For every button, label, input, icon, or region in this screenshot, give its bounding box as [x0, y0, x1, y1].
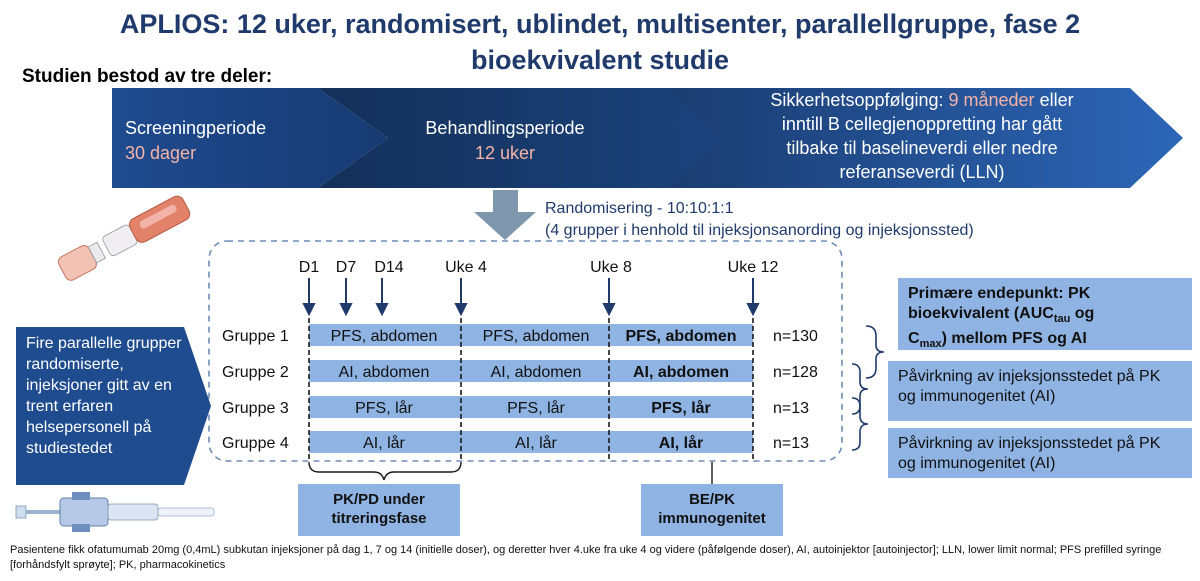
- timepoint-uke12: Uke 12: [727, 259, 779, 276]
- safety-line-4: referanseverdi (LLN): [839, 162, 1005, 182]
- group-2-seg1: AI, abdomen: [338, 364, 430, 381]
- group-2-seg2: AI, abdomen: [490, 364, 582, 381]
- treatment-label: Behandlingsperiode: [425, 118, 585, 138]
- timepoint-uke8: Uke 8: [590, 259, 632, 276]
- group-3-seg2: PFS, lår: [507, 400, 565, 417]
- primary-endpoint-line-2: bioekvivalent ($AUC_{tau}$ og: [908, 305, 1095, 326]
- title-line-1: APLIOS: 12 uker, randomisert, ublindet, multisenter, parallellgruppe, fase 2: [119, 9, 1081, 39]
- timepoint-uke4: Uke 4: [445, 259, 487, 276]
- title-line-2: bioekvivalent studie: [470, 45, 730, 75]
- screening-duration: 30 dager: [125, 143, 197, 163]
- group-4-n: n=13: [773, 435, 810, 452]
- primary-endpoint-line-3: $C_{max}$) mellom PFS og AI: [908, 330, 1087, 351]
- bracket-titration: [309, 462, 461, 480]
- group-3-seg1: PFS, lår: [355, 400, 413, 417]
- group-3-label: Gruppe 3: [222, 400, 289, 417]
- primary-endpoint-line-1: Primære endepunkt: PK: [908, 285, 1091, 302]
- footnote: Pasientene fikk ofatumumab 20mg (0,4mL) subkutan injeksjoner på dag 1, 7 og 14 (initielle doser), og deretter hver 4.uke fra uke 4 og videre (påfølgende doser), AI, autoinjektor [autoinjector]; LLN, lower limit normal; PFS prefilled syringe [forhåndsfylt sprøyte]; PK, pharmacokinetics: [10, 544, 1162, 571]
- bepk-box: [641, 484, 783, 536]
- autoinjector-icon: [16, 492, 214, 532]
- secondary-endpoint-1-text: Påvirkning av injeksjonsstedet på PK og immunogenitet (AI): [898, 368, 1161, 405]
- timepoint-d7: D7: [335, 259, 357, 276]
- secondary-endpoint-box-1: [888, 361, 1192, 421]
- pkpd-box: [298, 484, 460, 536]
- group-2-n: n=128: [773, 364, 818, 381]
- brace-groups-1-2: [866, 326, 884, 378]
- treatment-duration: 12 uker: [474, 143, 536, 163]
- group-1-seg1: PFS, abdomen: [330, 328, 438, 345]
- pkpd-line-2: titreringsfase: [331, 510, 427, 527]
- group-3-n: n=13: [773, 400, 810, 417]
- timepoint-d1: D1: [298, 259, 320, 276]
- screening-label: Screeningperiode: [125, 118, 267, 138]
- group-1-seg2: PFS, abdomen: [482, 328, 590, 345]
- group-1-n: n=130: [773, 328, 818, 345]
- group-4-seg1: AI, lår: [363, 435, 405, 452]
- secondary-endpoint-2-text: Påvirkning av injeksjonsstedet på PK og immunogenitet (AI): [898, 435, 1161, 472]
- group-4-seg3: AI, lår: [658, 435, 704, 452]
- randomization-arrow: [474, 190, 536, 240]
- subtitle: Studien bestod av tre deler:: [22, 66, 273, 87]
- bepk-line-1: BE/PK: [689, 491, 735, 508]
- group-2-label: Gruppe 2: [222, 364, 289, 381]
- group-1-label: Gruppe 1: [222, 328, 289, 345]
- group-4-seg2: AI, lår: [515, 435, 557, 452]
- left-callout: [16, 327, 211, 485]
- timepoint-d14: D14: [374, 259, 404, 276]
- brace-groups-3-4: [852, 398, 868, 450]
- safety-line-2: inntill B cellegjenoppretting har gått: [781, 114, 1063, 134]
- randomization-detail: (4 grupper i henhold til injeksjonsanording og injeksjonssted): [545, 222, 974, 239]
- pkpd-line-1: PK/PD under: [333, 491, 425, 508]
- primary-endpoint-box: [898, 278, 1192, 350]
- group-1-seg3: PFS, abdomen: [625, 328, 737, 345]
- group-4-label: Gruppe 4: [222, 435, 289, 452]
- group-2-seg3: AI, abdomen: [632, 364, 730, 381]
- group-3-seg3: PFS, lår: [651, 400, 711, 417]
- safety-line-3: tilbake til baselineverdi eller nedre: [786, 138, 1058, 158]
- bepk-line-2: immunogenitet: [658, 510, 766, 527]
- safety-line-1: Sikkerhetsoppfølging: 9 måneder eller: [770, 90, 1074, 110]
- left-callout-text: Fire parallelle grupper randomiserte, injeksjoner gitt av en trent erfaren helsepersonell på studiestedet: [26, 335, 182, 457]
- secondary-endpoint-box-2: [888, 428, 1192, 478]
- timepoint-arrows: [304, 278, 758, 314]
- randomization-ratio: Randomisering - 10:10:1:1: [545, 200, 734, 217]
- prefilled-syringe-icon: [56, 194, 192, 283]
